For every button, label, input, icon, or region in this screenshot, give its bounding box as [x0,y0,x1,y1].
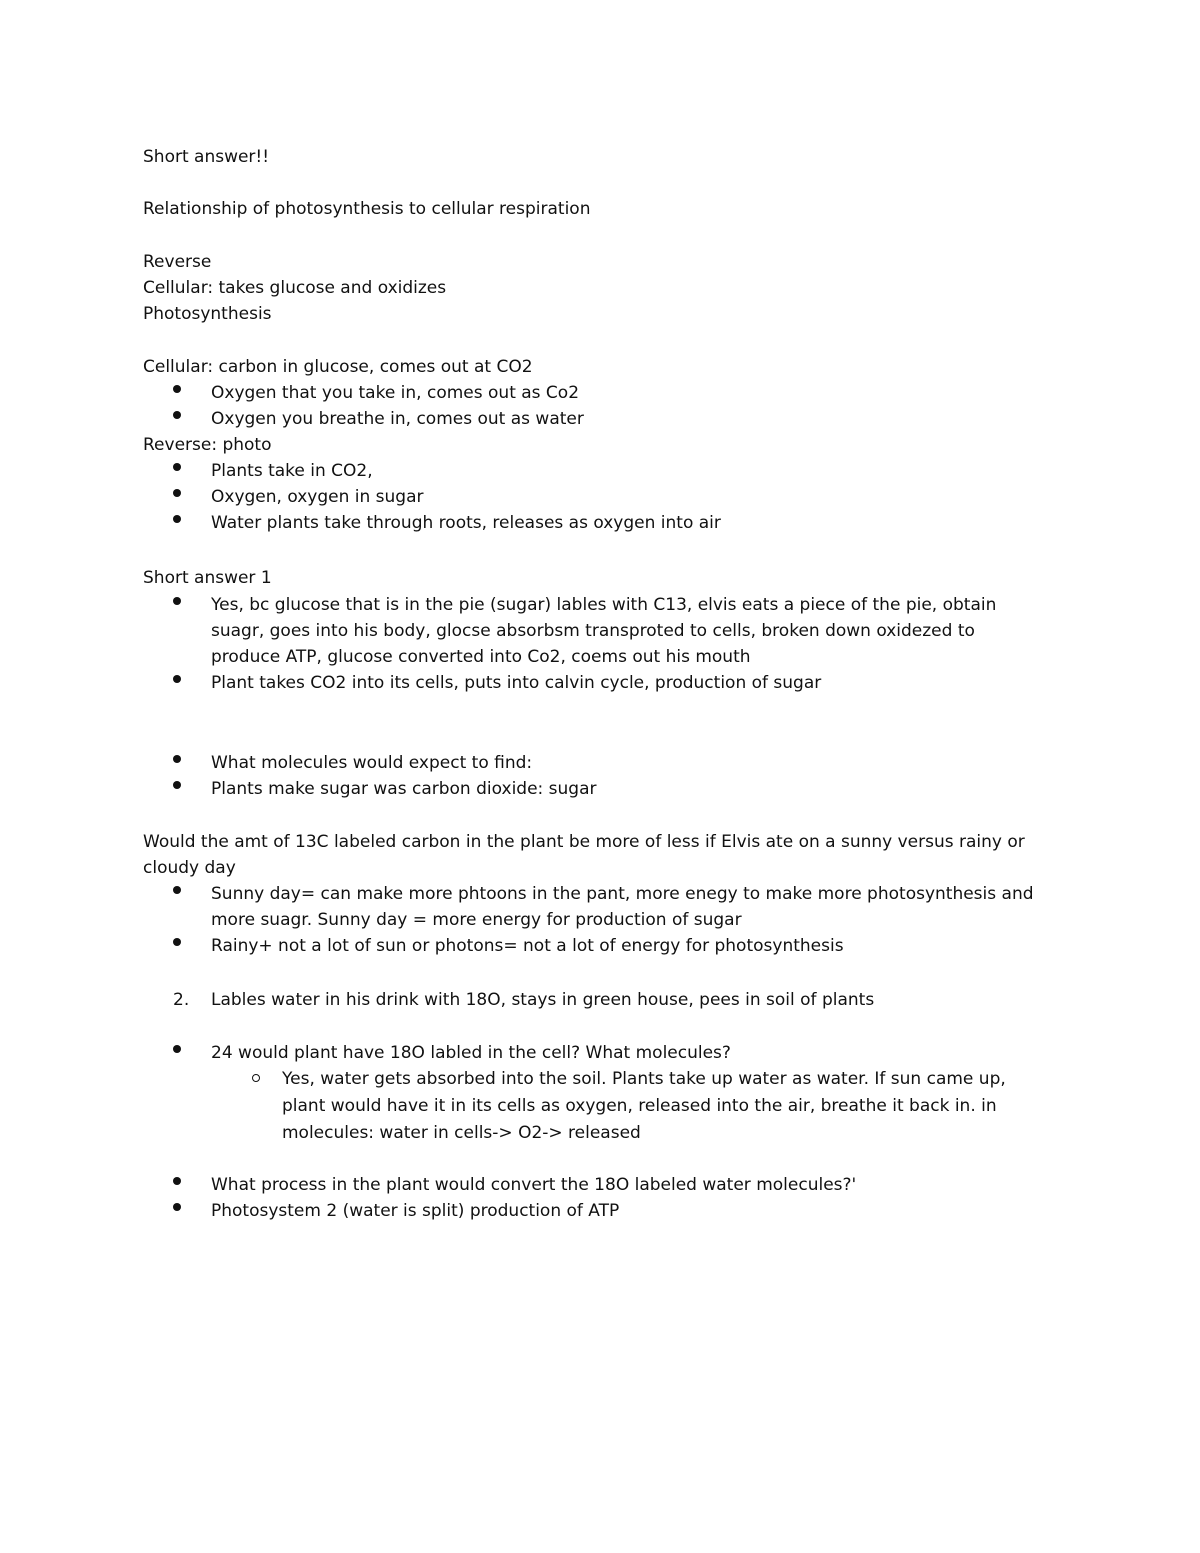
bullet-icon [173,411,181,419]
reverse-photo-line: Reverse: photo [143,435,272,455]
bullet-icon [173,886,181,894]
list-item-line: suagr, goes into his body, glocse absorbsm transproted to cells, broken down oxidezed to [211,621,975,641]
list-number: 2. [173,990,190,1010]
sub-list-item-line: molecules: water in cells-> O2-> released [282,1123,641,1143]
list-item: Water plants take through roots, releases as oxygen into air [211,513,721,533]
numbered-item: Lables water in his drink with 18O, stays in green house, pees in soil of plants [211,990,875,1010]
short-answer-1-heading: Short answer 1 [143,568,272,588]
bullet-icon [173,755,181,763]
sub-list-item-line: Yes, water gets absorbed into the soil. Plants take up water as water. If sun came up, [282,1069,1006,1089]
bullet-icon [173,675,181,683]
reverse-line: Reverse [143,252,212,272]
list-item: Rainy+ not a lot of sun or photons= not a lot of energy for photosynthesis [211,936,844,956]
list-item: Oxygen that you take in, comes out as Co2 [211,383,580,403]
bullet-icon [173,1045,181,1053]
bullet-icon [173,1177,181,1185]
list-item: Plants take in CO2, [211,461,373,481]
photosynthesis-line: Photosynthesis [143,304,272,324]
list-item: 24 would plant have 18O labled in the cell? What molecules? [211,1043,731,1063]
bullet-icon [173,597,181,605]
list-item: Photosystem 2 (water is split) production of ATP [211,1201,620,1221]
list-item: What process in the plant would convert the 18O labeled water molecules?' [211,1175,857,1195]
list-item-line: Sunny day= can make more phtoons in the pant, more enegy to make more photosynthesis and [211,884,1034,904]
list-item-line: more suagr. Sunny day = more energy for production of sugar [211,910,742,930]
list-item: Plants make sugar was carbon dioxide: sugar [211,779,597,799]
cellular-oxidizes-line: Cellular: takes glucose and oxidizes [143,278,447,298]
hollow-bullet-icon [252,1074,260,1082]
cellular-carbon-line: Cellular: carbon in glucose, comes out at CO2 [143,357,533,377]
list-item-line: Yes, bc glucose that is in the pie (sugar) lables with C13, elvis eats a piece of the pie, obtain [211,595,997,615]
list-item: Oxygen, oxygen in sugar [211,487,424,507]
bullet-icon [173,515,181,523]
list-item: Plant takes CO2 into its cells, puts into calvin cycle, production of sugar [211,673,822,693]
bullet-icon [173,781,181,789]
list-item-line: produce ATP, glucose converted into Co2, coems out his mouth [211,647,751,667]
bullet-icon [173,463,181,471]
list-item: What molecules would expect to find: [211,753,533,773]
bullet-icon [173,385,181,393]
question-13c-line: Would the amt of 13C labeled carbon in the plant be more of less if Elvis ate on a sunny versus rainy or [143,832,1025,852]
bullet-icon [173,1203,181,1211]
question-13c-line: cloudy day [143,858,236,878]
bullet-icon [173,489,181,497]
doc-title: Short answer!! [143,147,270,167]
sub-list-item-line: plant would have it in its cells as oxygen, released into the air, breathe it back in. in [282,1096,997,1116]
list-item: Oxygen you breathe in, comes out as water [211,409,584,429]
relationship-heading: Relationship of photosynthesis to cellular respiration [143,199,591,219]
bullet-icon [173,938,181,946]
